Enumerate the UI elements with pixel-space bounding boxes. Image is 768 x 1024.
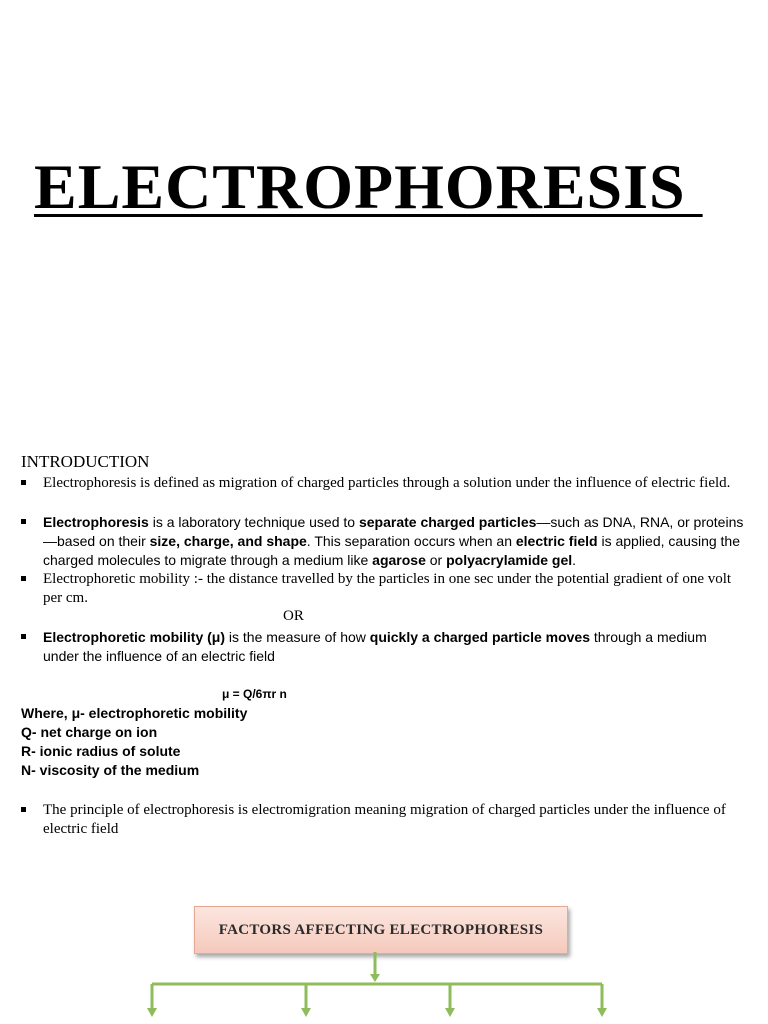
bullet-square-icon [21, 807, 26, 812]
bold-text-run: size, charge, and shape [149, 533, 307, 549]
arrow-down-icon [147, 1008, 157, 1017]
bullet-item [21, 513, 746, 570]
bullet-item [21, 570, 746, 608]
bold-text-run: separate charged particles [358, 514, 537, 530]
factors-diagram-label: FACTORS AFFECTING ELECTROPHORESIS [218, 921, 544, 938]
bullet-text: The principle of electrophoresis is electromigration meaning migration of charged particles under the influence of electric field [43, 802, 726, 837]
bullet-square-icon [21, 519, 26, 524]
bullet-square-icon [21, 480, 26, 485]
arrow-down-icon [445, 1008, 455, 1017]
bold-text-run: polyacrylamide gel [446, 552, 573, 568]
definition-line: Where, μ- electrophoretic mobility [21, 705, 248, 721]
factors-diagram-tree [0, 950, 768, 1024]
definition-line: Q- net charge on ion [21, 724, 158, 740]
arrow-down-icon [597, 1008, 607, 1017]
definition-line: N- viscosity of the medium [21, 762, 200, 778]
page-title: ELECTROPHORESIS [34, 151, 703, 222]
factors-diagram-box [194, 906, 568, 954]
bullet-item [21, 628, 746, 666]
arrow-down-icon [370, 974, 380, 982]
arrow-down-icon [301, 1008, 311, 1017]
definition-line: R- ionic radius of solute [21, 743, 181, 759]
bullet-rich-text: Electrophoretic mobility (μ) is the measure of how quickly a charged particle moves through a medium under the influence of an electric field [43, 629, 707, 664]
tree-arrowheads [147, 974, 607, 1017]
bullet-rich-text: Electrophoresis is a laboratory technique used to separate charged particles—such as DNA, RNA, or proteins—based on their size, charge, and shape. This separation occurs when an electric field is applied, causing the charged molecules to migrate through a medium like agarose or polyacrylamide gel. [43, 514, 744, 568]
tree-connectors [152, 952, 602, 1012]
bold-text-run: Electrophoretic mobility (μ) [43, 629, 226, 645]
bullet-item [21, 474, 746, 493]
bullet-item [21, 801, 746, 839]
bold-text-run: quickly a charged particle moves [369, 629, 590, 645]
bold-text-run: Electrophoresis [43, 514, 149, 530]
section-heading-introduction: INTRODUCTION [21, 452, 150, 471]
bold-text-run: agarose [372, 552, 426, 568]
bullet-text: Electrophoresis is defined as migration of charged particles through a solution under the influence of electric field. [43, 475, 731, 491]
bullet-square-icon [21, 634, 26, 639]
mobility-formula: μ = Q/6πr n [222, 687, 287, 701]
bullet-text: Electrophoretic mobility :- the distance travelled by the particles in one sec under the potential gradient of one volt per cm. [43, 571, 732, 606]
or-separator: OR [283, 608, 304, 624]
bold-text-run: electric field [515, 533, 598, 549]
bullet-square-icon [21, 576, 26, 581]
